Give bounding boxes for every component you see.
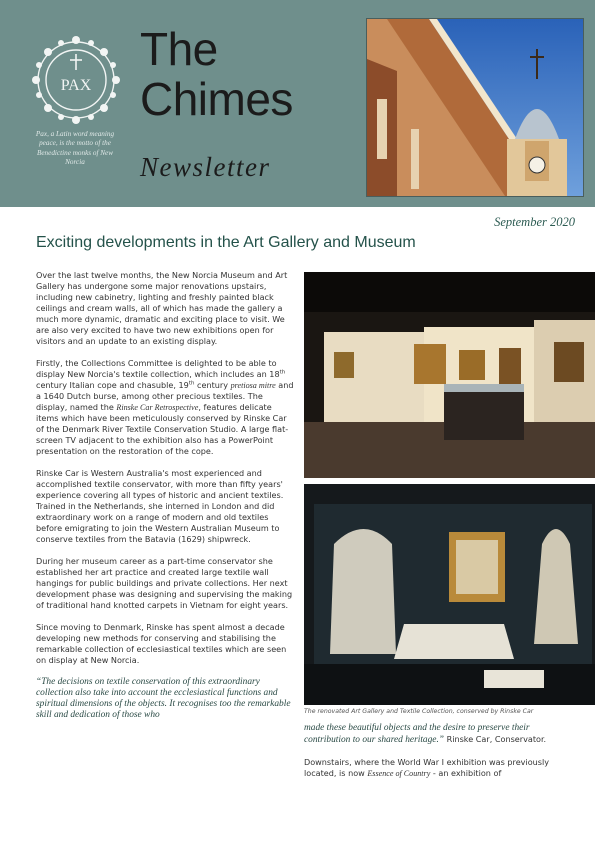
article-paragraph: During her museum career as a part-time conservator she established her art practice and created large textile wall hangings for public buildings and private collections. Her next development phase was designing and supervising the making of traditional hand knotted carpets in Vietnam for eight years. bbox=[36, 556, 293, 610]
article-paragraph: Over the last twelve months, the New Norcia Museum and Art Gallery has undergone some major renovations upstairs, including new cabinetry, lighting and freshly painted black ceilings and cream walls, all of which has made the gallery a much more dynamic, dramatic and exciting place to visit. We are also very excited to have two new exhibitions open for visitors and an update to an existing display. bbox=[36, 270, 288, 346]
title-line-chimes: Chimes bbox=[140, 73, 293, 125]
textile-display-photo bbox=[304, 484, 595, 705]
newsletter-subtitle: Newsletter bbox=[140, 152, 271, 182]
article-column-right bbox=[304, 722, 564, 790]
article-paragraph: Downstairs, where the World War I exhibition was previously located, is now Essence of Country - an exhibition of bbox=[304, 757, 550, 778]
motto-text: Pax, a Latin word meaning peace, is the motto of the Benedictine monks of New Norcia bbox=[35, 130, 115, 167]
photo-caption: The renovated Art Gallery and Textile Collection, conserved by Rinske Car bbox=[304, 708, 534, 715]
conservator-quote: “The decisions on textile conservation of this extraordinary collection also take into account the ecclesiastical functions and spiritual dimensions of the objects. It recognises too the remarkable skill and dedication of those who bbox=[36, 677, 291, 720]
newsletter-title bbox=[140, 24, 293, 124]
issue-date: September 2020 bbox=[494, 215, 575, 229]
quote-attribution: Rinske Car, Conservator. bbox=[444, 734, 547, 744]
article-paragraph: Since moving to Denmark, Rinske has spent almost a decade developing new methods for conserving and stabilising the remarkable collection of ecclesiastical textiles which are seen on display at New Norcia. bbox=[36, 622, 287, 665]
pax-logo-text: PAX bbox=[60, 77, 92, 94]
monastery-tower-photo bbox=[366, 18, 584, 197]
gallery-interior-photo bbox=[304, 272, 595, 478]
article-paragraph bbox=[304, 722, 564, 746]
masthead-band bbox=[0, 0, 595, 207]
article-paragraph: Firstly, the Collections Committee is delighted to be able to display New Norcia's textile collection, which includes an 18th century Italian cope and chasuble, 19th century pretiosa mitre and a 1640 Dutch burse, among other precious textiles. The display, named the Rinske Car Retrospective, features delicate items which have been meticulously conserved by Rinske Car of the Denmark River Textile Conservation Studio. A large flat-screen TV adjacent to the exhibition also has a PowerPoint presentation on the restoration of the cope. bbox=[36, 358, 294, 456]
title-line-the: The bbox=[140, 23, 218, 75]
article-column-left bbox=[36, 270, 294, 732]
article-paragraph: Rinske Car is Western Australia's most experienced and accomplished textile conservator, with more than fifty years' experience covering all types of historic and ancient textiles. Trained in the Netherlands, she interned in London and did extraordinary work on a range of modern and old textiles before emigrating to join the Western Australian Museum to conserve textiles from the Batavia (1629) shipwreck. bbox=[36, 468, 284, 544]
pax-wreath-logo bbox=[26, 30, 126, 130]
article-headline: Exciting developments in the Art Gallery and Museum bbox=[36, 234, 416, 251]
quote-continuation: made these beautiful objects and the desire to preserve their contribution to our shared heritage.” bbox=[304, 723, 530, 745]
